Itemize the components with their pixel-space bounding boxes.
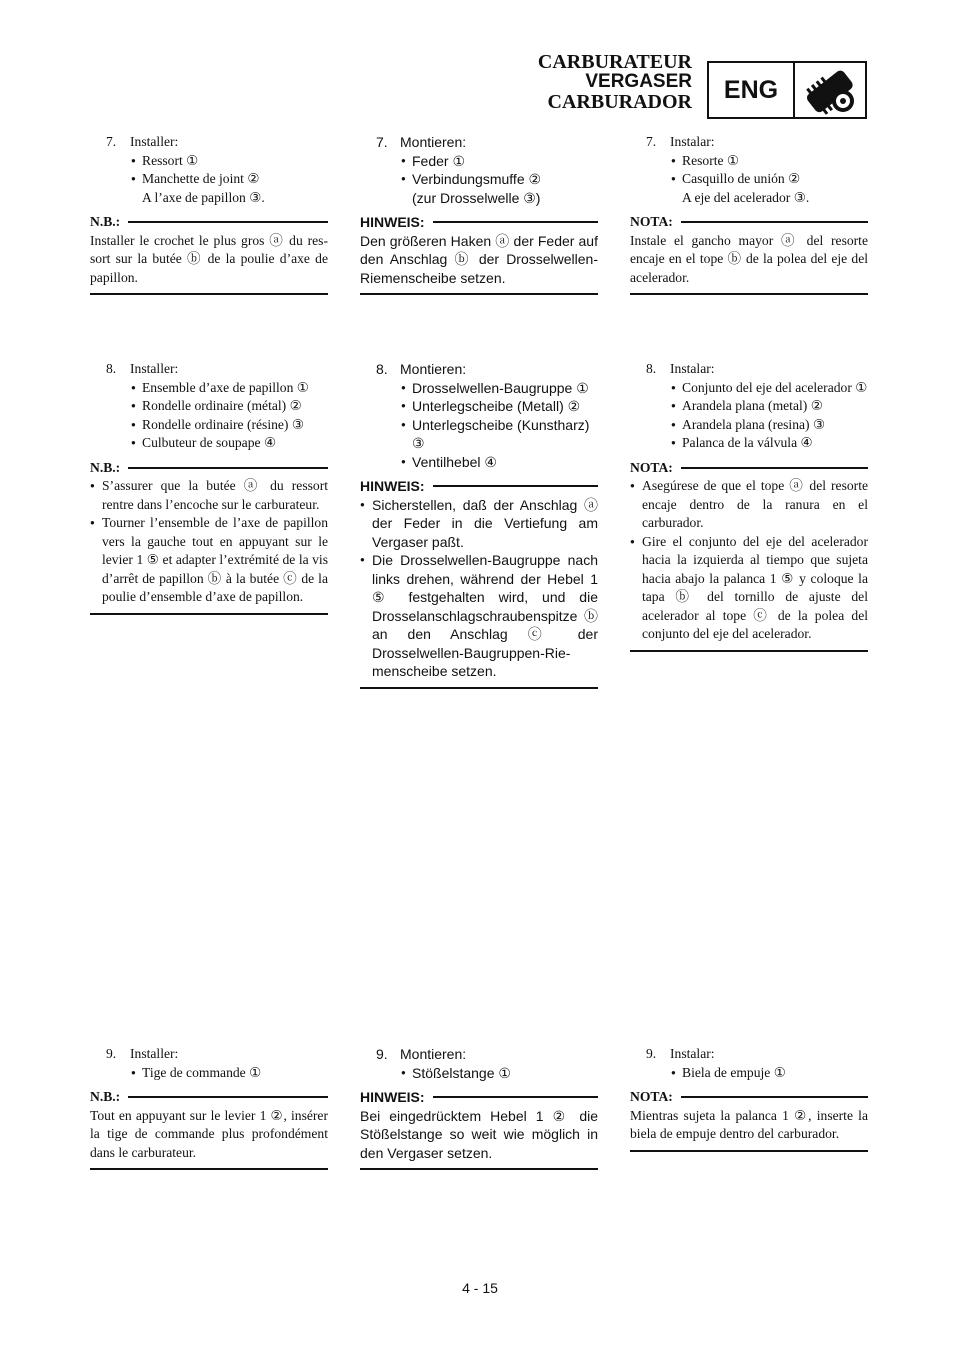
de-step-7-items xyxy=(360,152,598,208)
fr-note-8-bullet-2: ● Tourner l’ensemble de l’axe de papillon vers la gauche tout en appuyant sur le levier 1 ⑤ et adapter l’extrémité de la vis d’arrêt de papillon ⓑ à la butée ⓒ de la poulie d’ensemble d’axe de papillon. xyxy=(90,514,328,607)
list-item: (zur Drosselwelle ③) xyxy=(412,189,541,206)
fr-note-7: Installer le crochet le plus gros ⓐ du ressort sur la butée ⓑ de la poulie d’axe de papillon. xyxy=(90,232,328,285)
de-step-9-items xyxy=(360,1064,598,1083)
engine-piston-icon xyxy=(795,63,865,117)
divider xyxy=(360,1168,598,1170)
title-es: CARBURADOR xyxy=(547,91,692,113)
fr-step-9: 9. Installer: xyxy=(106,1046,179,1061)
de-step-7: 7. Montieren: xyxy=(376,134,467,150)
badge-label: ENG xyxy=(709,63,795,117)
es-note-8-bullet-2: ● Gire el conjunto del eje del acelerador hacia la izquierda al tiempo que sujeta hacia abajo la palanca 1 ⑤ y coloque la tapa ⓑ del tornillo de ajuste del acelerador al tope ⓒ de la polea del conjunto del eje del acelerador. xyxy=(630,533,868,644)
es-note-9-label: NOTA: xyxy=(630,1088,868,1107)
list-item: ● Verbindungsmuffe ② xyxy=(360,170,598,189)
list-item: A eje del acelerador ③. xyxy=(682,189,810,205)
es-note-7-label: NOTA: xyxy=(630,213,868,232)
list-item: ● Unterlegscheibe (Kunstharz) ③ xyxy=(360,416,598,453)
list-item: ● Rondelle ordinaire (résine) ③ xyxy=(90,416,328,435)
es-note-9: Mientras sujeta la palanca 1 ②, inserte la biela de empuje dentro del carburador. xyxy=(630,1107,868,1141)
column-spanish-9 xyxy=(630,1045,868,1152)
de-note-8-bullet-2: ● Die Drosselwellen-Baugruppe nach links drehen, während der Hebel 1 ⑤ festgehalten wird, und die Drosselanschlagschraubenspitze ⓑ an den Anschlag ⓒ der Drosselwellen-Baugruppen-Riemenscheibe setzen. xyxy=(360,551,598,681)
column-french xyxy=(90,133,328,295)
column-french-8 xyxy=(90,360,328,615)
es-step-8: 8. Instalar: xyxy=(646,361,715,376)
fr-step-8-items xyxy=(90,379,328,453)
es-step-7: 7. Instalar: xyxy=(646,134,715,149)
section-titles xyxy=(538,52,692,112)
column-german-9 xyxy=(360,1045,598,1170)
list-item: ● Casquillo de unión ② xyxy=(630,170,868,189)
column-french-9 xyxy=(90,1045,328,1170)
column-german-8 xyxy=(360,360,598,689)
de-note-7: Den größeren Haken ⓐ der Feder auf den Anschlag ⓑ der Drosselwellen-Riemenscheibe setzen. xyxy=(360,232,598,286)
divider xyxy=(630,1150,868,1152)
fr-step-9-items xyxy=(90,1064,328,1083)
list-item: ● Stößelstange ① xyxy=(360,1064,598,1083)
de-step-9: 9. Montieren: xyxy=(376,1046,467,1062)
de-step-8: 8. Montieren: xyxy=(376,361,467,377)
list-item: ● Resorte ① xyxy=(630,152,868,171)
column-german xyxy=(360,133,598,295)
fr-note-8-bullet-1: ● S’assurer que la butée ⓐ du ressort rentre dans l’encoche sur le carburateur. xyxy=(90,477,328,514)
eng-badge xyxy=(707,61,867,119)
es-step-7-items xyxy=(630,152,868,208)
list-item: ● Culbuteur de soupape ④ xyxy=(90,434,328,453)
fr-note-8-label: N.B.: xyxy=(90,459,328,478)
list-item: ● Rondelle ordinaire (métal) ② xyxy=(90,397,328,416)
divider xyxy=(630,650,868,652)
de-note-9-label: HINWEIS: xyxy=(360,1088,598,1107)
list-item: ● Arandela plana (resina) ③ xyxy=(630,416,868,435)
column-spanish-8 xyxy=(630,360,868,652)
fr-step-7: 7. Installer: xyxy=(106,134,179,149)
column-spanish xyxy=(630,133,868,295)
es-step-9-items xyxy=(630,1064,868,1083)
list-item: ● Unterlegscheibe (Metall) ② xyxy=(360,397,598,416)
es-step-9: 9. Instalar: xyxy=(646,1046,715,1061)
divider xyxy=(360,293,598,295)
list-item: ● Tige de commande ① xyxy=(90,1064,328,1083)
fr-note-9-label: N.B.: xyxy=(90,1088,328,1107)
list-item: ● Palanca de la válvula ④ xyxy=(630,434,868,453)
list-item: ● Ressort ① xyxy=(90,152,328,171)
list-item: ● Drosselwellen-Baugruppe ① xyxy=(360,379,598,398)
list-item: ● Biela de empuje ① xyxy=(630,1064,868,1083)
de-note-8-bullet-1: ● Sicherstellen, daß der Anschlag ⓐ der Feder in die Vertiefung am Vergaser paßt. xyxy=(360,496,598,552)
list-item: ● Conjunto del eje del acelerador ① xyxy=(630,379,868,398)
es-note-8-bullet-1: ● Asegúrese de que el tope ⓐ del resorte encaje dentro de la ranura en el carburador. xyxy=(630,477,868,533)
divider xyxy=(90,1168,328,1170)
divider xyxy=(90,613,328,615)
list-item: ● Ensemble d’axe de papillon ① xyxy=(90,379,328,398)
fr-step-8: 8. Installer: xyxy=(106,361,179,376)
divider xyxy=(630,293,868,295)
es-note-7: Instale el gancho mayor ⓐ del resorte encaje en el tope ⓑ de la polea del eje del acelerador. xyxy=(630,232,868,285)
list-item: A l’axe de papillon ③. xyxy=(142,189,265,205)
fr-note-9: Tout en appuyant sur le levier 1 ②, insérer la tige de commande plus profondément dans le carburateur. xyxy=(90,1107,328,1160)
de-note-9: Bei eingedrücktem Hebel 1 ② die Stößelstange so weit wie möglich in den Vergaser setzen. xyxy=(360,1107,598,1161)
divider xyxy=(360,687,598,689)
list-item: ● Manchette de joint ② xyxy=(90,170,328,189)
es-note-8-label: NOTA: xyxy=(630,459,868,478)
list-item: ● Arandela plana (metal) ② xyxy=(630,397,868,416)
title-de: VERGASER xyxy=(585,71,692,92)
fr-note-7-label: N.B.: xyxy=(90,213,328,232)
de-note-7-label: HINWEIS: xyxy=(360,213,598,232)
page-number: 4 - 15 xyxy=(462,1280,498,1296)
es-step-8-items xyxy=(630,379,868,453)
de-note-8-label: HINWEIS: xyxy=(360,477,598,496)
fr-step-7-items xyxy=(90,152,328,208)
list-item: ● Feder ① xyxy=(360,152,598,171)
list-item: ● Ventilhebel ④ xyxy=(360,453,598,472)
divider xyxy=(90,293,328,295)
title-fr: CARBURATEUR xyxy=(537,51,692,73)
de-step-8-items xyxy=(360,379,598,472)
